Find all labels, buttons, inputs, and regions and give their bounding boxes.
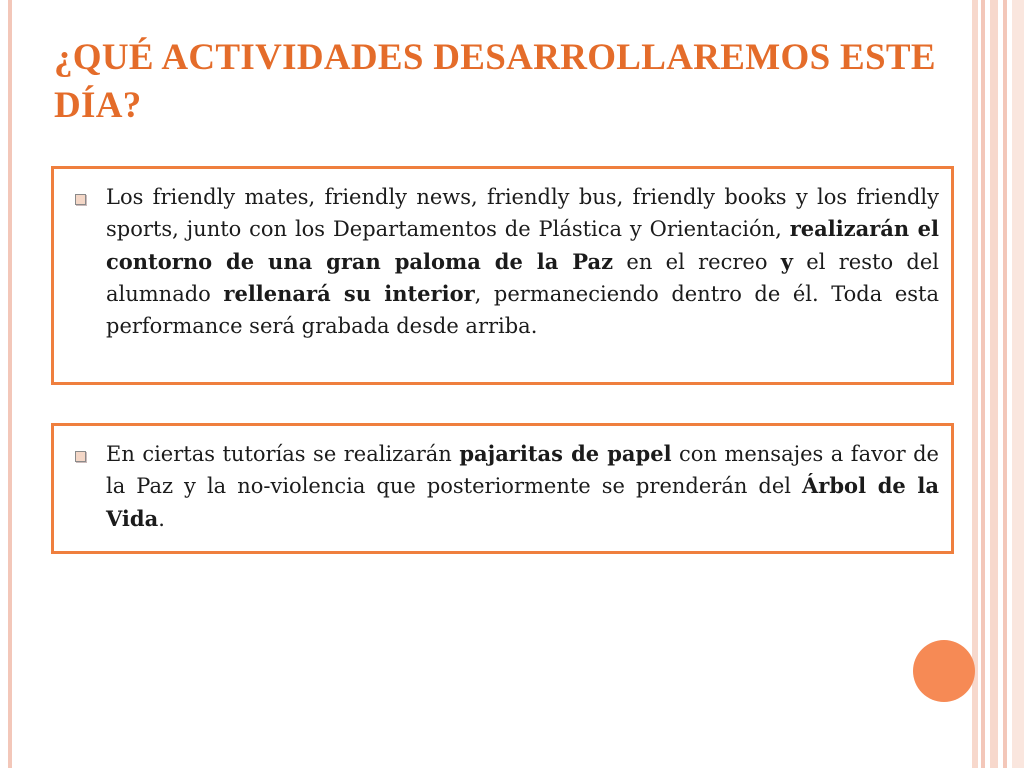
text-segment: en el recreo: [613, 249, 781, 274]
left-border-stripe: [8, 0, 12, 768]
text-segment: el resto del alumnado: [106, 249, 939, 306]
right-border-stripes: [972, 0, 1024, 768]
activity-text-2: [106, 438, 939, 535]
activity-text-1: [106, 181, 939, 342]
bullet-item: [66, 438, 939, 535]
text-segment: .: [158, 506, 165, 531]
bold-text-segment: realizarán el contorno de una gran paloma de la Paz: [106, 216, 940, 274]
square-bullet-icon: [75, 194, 86, 205]
bold-text-segment: rellenará su interior: [223, 280, 475, 306]
bold-text-segment: pajaritas de papel: [459, 441, 672, 466]
text-segment: En ciertas tutorías se realizarán: [106, 442, 460, 466]
activity-box-1: [51, 166, 954, 385]
activity-box-2: [51, 423, 954, 554]
text-segment: , permaneciendo dentro de él. Toda esta performance será grabada desde arriba.: [106, 281, 940, 339]
slide-title: ¿QUÉ ACTIVIDADES DESARROLLAREMOS ESTE DÍA?: [54, 37, 936, 126]
bold-text-segment: Árbol de la Vida: [106, 473, 939, 531]
square-bullet-icon: [75, 451, 86, 462]
text-segment: Los friendly mates, friendly news, friendly bus, friendly books y los friendly sports, junto con los Departamentos de Plástica y Orientación,: [106, 185, 939, 242]
decorative-orange-circle: [913, 640, 975, 702]
text-segment: con mensajes a favor de la Paz y la no-violencia que posteriormente se prenderán del: [106, 442, 939, 499]
bullet-item: [66, 181, 939, 342]
bold-text-segment: y: [780, 248, 793, 274]
